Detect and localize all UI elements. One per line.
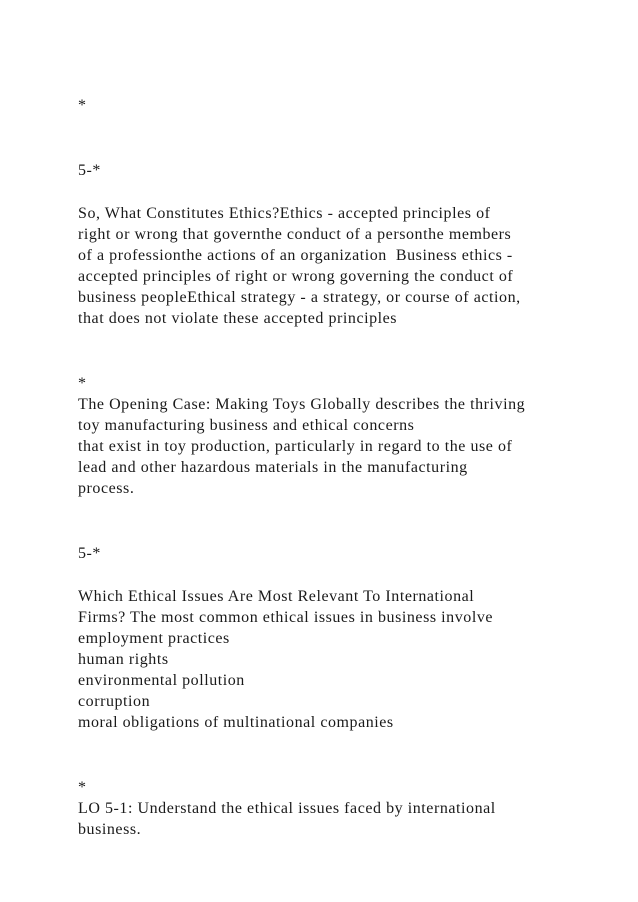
text-line: So, What Constitutes Ethics?Ethics - accepted principles of bbox=[78, 205, 491, 222]
list-item: moral obligations of multinational companies bbox=[78, 714, 394, 731]
text-line: that exist in toy production, particularly in regard to the use of bbox=[78, 438, 513, 455]
list-item: human rights bbox=[78, 651, 169, 668]
text-line: LO 5-1: Understand the ethical issues faced by international bbox=[78, 800, 496, 817]
separator-star: * bbox=[78, 375, 87, 392]
text-line: right or wrong that governthe conduct of a personthe members bbox=[78, 226, 512, 243]
separator-star: * bbox=[78, 97, 87, 114]
text-line: Firms? The most common ethical issues in business involve bbox=[78, 609, 494, 626]
slide-marker: 5-* bbox=[78, 545, 101, 562]
list-item: environmental pollution bbox=[78, 672, 245, 689]
text-line: of a professionthe actions of an organization Business ethics - bbox=[78, 247, 513, 264]
text-line: accepted principles of right or wrong governing the conduct of bbox=[78, 268, 514, 285]
separator-star: * bbox=[78, 779, 87, 796]
text-line: business peopleEthical strategy - a strategy, or course of action, bbox=[78, 289, 521, 306]
text-line: business. bbox=[78, 821, 142, 838]
text-line: Which Ethical Issues Are Most Relevant To International bbox=[78, 588, 475, 605]
text-line: toy manufacturing business and ethical concerns bbox=[78, 417, 415, 434]
list-item: employment practices bbox=[78, 630, 230, 647]
list-item: corruption bbox=[78, 693, 151, 710]
text-line: lead and other hazardous materials in the manufacturing bbox=[78, 459, 468, 476]
text-line: The Opening Case: Making Toys Globally describes the thriving bbox=[78, 396, 526, 413]
text-line: process. bbox=[78, 480, 135, 497]
text-line: that does not violate these accepted principles bbox=[78, 310, 398, 327]
slide-marker: 5-* bbox=[78, 162, 101, 179]
